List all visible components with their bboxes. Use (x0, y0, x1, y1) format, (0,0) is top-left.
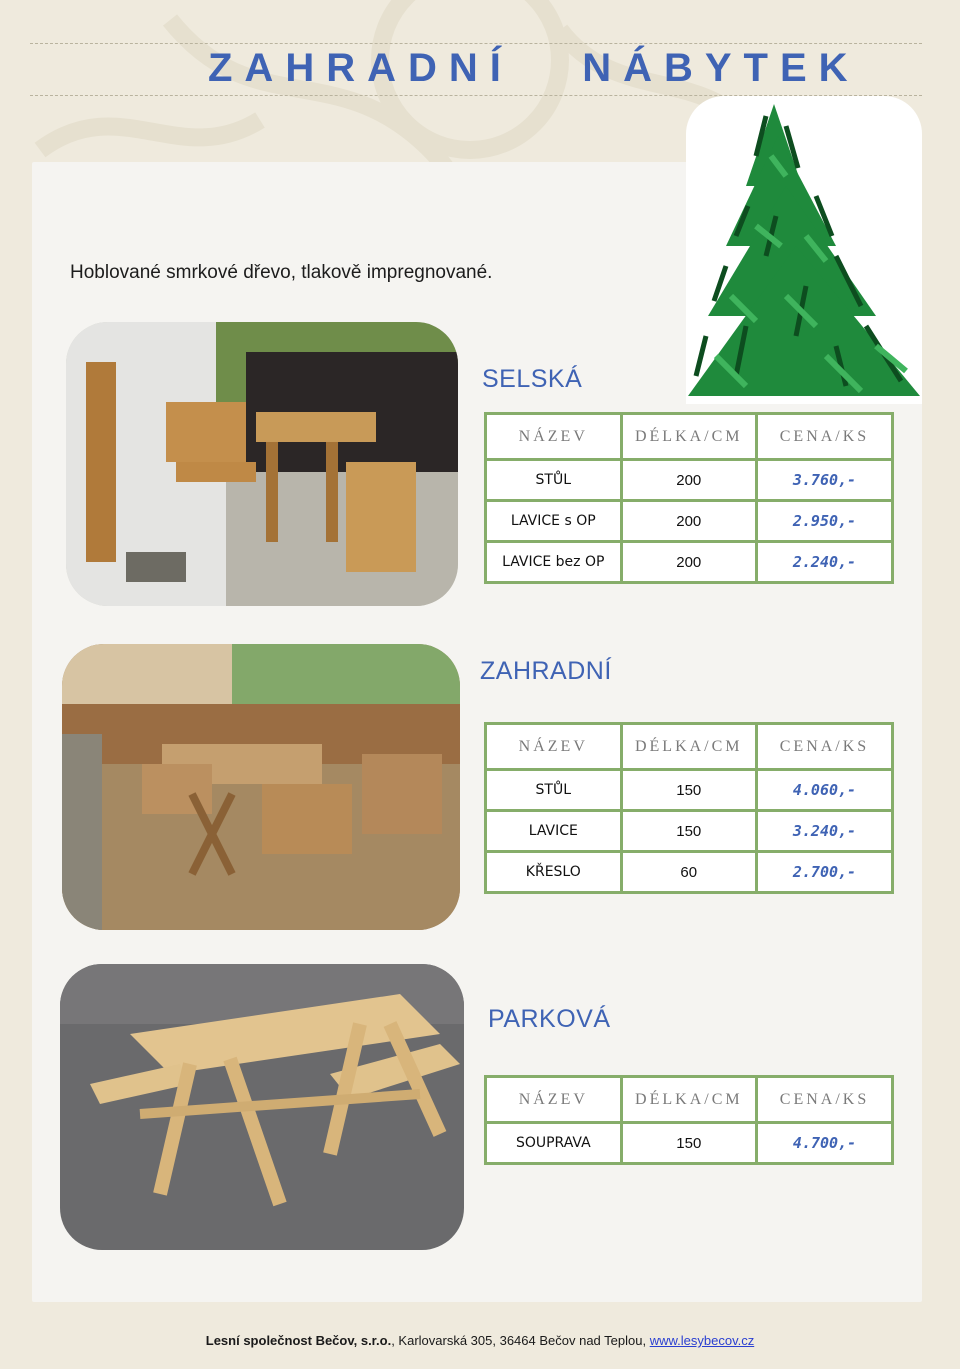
item-name: STŮL (486, 460, 622, 501)
item-price: 2.700,- (756, 852, 892, 893)
header-name: NÁZEV (486, 1077, 622, 1123)
material-description: Hoblované smrkové dřevo, tlakově impregnované. (70, 262, 493, 283)
photo-parkova-set (60, 964, 464, 1250)
item-name: LAVICE s OP (486, 501, 622, 542)
item-length: 150 (621, 770, 756, 811)
spruce-tree-illustration (686, 96, 922, 404)
footer-company: Lesní společnost Bečov, s.r.o. (205, 1333, 392, 1348)
table-row (486, 501, 893, 542)
table-row (486, 811, 893, 852)
item-price: 2.240,- (756, 542, 892, 583)
page-title: ZAHRADNÍ NÁBYTEK (208, 46, 860, 90)
header-price: CENA/KS (756, 724, 892, 770)
item-length: 200 (621, 460, 756, 501)
item-price: 4.700,- (757, 1123, 893, 1164)
price-table-zahradni (484, 722, 894, 894)
photo-zahradni-set (62, 644, 460, 930)
section-title-selska: SELSKÁ (482, 365, 583, 393)
price-table-parkova (484, 1075, 894, 1165)
item-length: 60 (621, 852, 756, 893)
table-header-row (486, 1077, 893, 1123)
header-length: DÉLKA/CM (621, 414, 756, 460)
item-price: 4.060,- (756, 770, 892, 811)
header-price: CENA/KS (757, 1077, 893, 1123)
item-length: 150 (621, 1123, 756, 1164)
table-row (486, 460, 893, 501)
table-row (486, 770, 893, 811)
item-name: STŮL (486, 770, 622, 811)
top-rule (30, 43, 922, 44)
price-table-selska (484, 412, 894, 584)
item-length: 200 (621, 542, 756, 583)
table-row (486, 852, 893, 893)
item-price: 3.240,- (756, 811, 892, 852)
table-row (486, 542, 893, 583)
table-row (486, 1123, 893, 1164)
footer (0, 1333, 960, 1348)
header-name: NÁZEV (486, 724, 622, 770)
header-price: CENA/KS (756, 414, 892, 460)
table-header-row (486, 414, 893, 460)
item-name: LAVICE bez OP (486, 542, 622, 583)
item-name: KŘESLO (486, 852, 622, 893)
item-name: LAVICE (486, 811, 622, 852)
item-price: 2.950,- (756, 501, 892, 542)
photo-selska-set (66, 322, 458, 606)
item-length: 200 (621, 501, 756, 542)
item-name: SOUPRAVA (486, 1123, 622, 1164)
header-length: DÉLKA/CM (621, 1077, 756, 1123)
footer-website-link[interactable]: www.lesybecov.cz (649, 1333, 755, 1348)
item-price: 3.760,- (756, 460, 892, 501)
header-name: NÁZEV (486, 414, 622, 460)
item-length: 150 (621, 811, 756, 852)
section-title-zahradni: ZAHRADNÍ (480, 657, 612, 685)
header-length: DÉLKA/CM (621, 724, 756, 770)
section-title-parkova: PARKOVÁ (488, 1005, 611, 1033)
table-header-row (486, 724, 893, 770)
footer-address: , Karlovarská 305, 36464 Bečov nad Teplou, (391, 1333, 650, 1348)
